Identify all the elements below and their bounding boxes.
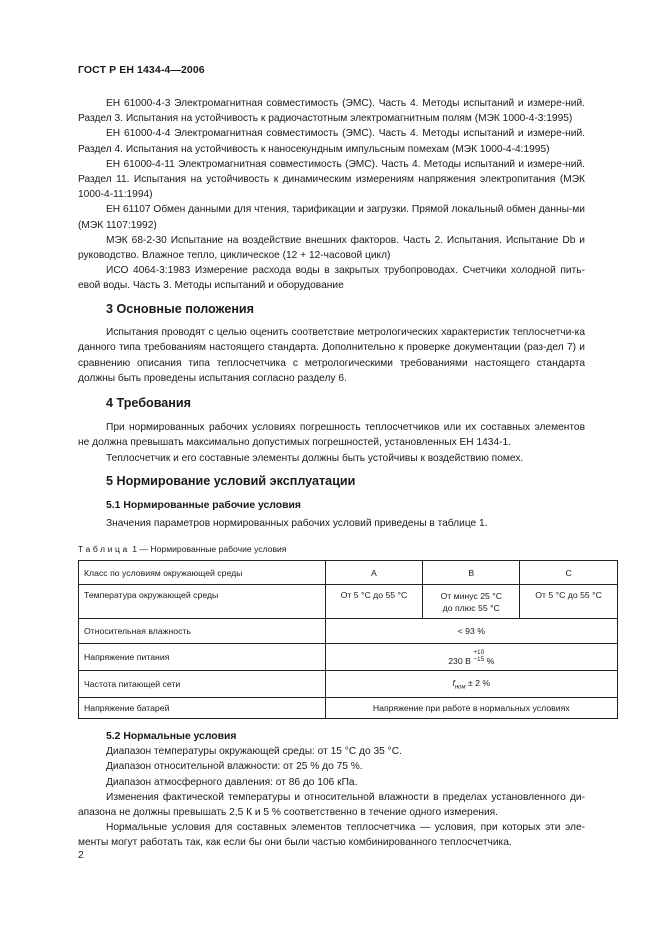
table-cell: Относительная влажность: [79, 619, 326, 644]
table-cell: Температура окружающей среды: [79, 585, 326, 619]
normal-condition-line: Диапазон атмосферного давления: от 86 до 106 кПа.: [106, 776, 358, 788]
table-header-cell: С: [520, 561, 618, 585]
table-cell: [423, 585, 520, 619]
normal-condition-line: Диапазон относительной влажности: от 25 % до 75 %.: [106, 761, 363, 773]
table-cell: Напряжение при работе в нормальных условиях: [325, 698, 617, 719]
section-5-1-heading: 5.1 Нормированные рабочие условия: [106, 500, 301, 511]
frequency-tolerance: ± 2 %: [468, 677, 491, 688]
reference-item: ЕН 61000-4-11 Электромагнитная совместимость (ЭМС). Часть 4. Методы испытаний и измере-ний. Раздел 11. Испытания на устойчивость к динамическим измерениям напряжения электропитания (МЭК 1000-4-11:1994): [78, 158, 585, 201]
section-5-2: [78, 729, 585, 851]
table-cell-line: От минус 25 °С: [440, 591, 503, 601]
table-caption-word: Таблица: [78, 544, 130, 554]
section-5-2-heading: 5.2 Нормальные условия: [106, 731, 237, 742]
page-number: 2: [78, 850, 84, 861]
reference-item: МЭК 68-2-30 Испытание на воздействие внешних факторов. Часть 2. Испытания. Испытание Db и руководство. Влажное тепло, циклическое (12 + 12-часовой цикл): [78, 234, 585, 262]
table-header-cell: А: [325, 561, 423, 585]
table-cell: [325, 671, 617, 698]
table-header-cell: В: [423, 561, 520, 585]
frequency-symbol: $f_{ном}$: [452, 677, 466, 691]
section-4-heading: 4 Требования: [106, 396, 191, 410]
table-header-row: [79, 561, 618, 585]
voltage-base: 230 В: [448, 655, 471, 666]
voltage-tolerance: [473, 649, 484, 663]
normal-condition-line: Диапазон температуры окружающей среды: от 15 °С до 35 °С.: [106, 746, 402, 758]
section-3-heading: 3 Основные положения: [106, 302, 255, 316]
table-cell: От 5 °С до 55 °С: [520, 585, 618, 619]
section-3-paragraph: Испытания проводят с целью оценить соответствие метрологических характеристик теплосчетчи-ка данного типа требованиям настоящего стандарта. Дополнительно к проверке документации (раз-дел 7) и сравнению описания типа теплосчетчика с метрологическими требованиями настоящего стандарта должны быть проведены испытания согласно разделу 6.: [78, 327, 585, 384]
section-5-2-paragraph: Нормальные условия для составных элементов теплосчетчика — условия, при которых эти эле-менты могут работать так, как если бы они были частью комбинированного теплосчетчика.: [78, 822, 585, 849]
document-header: ГОСТ Р ЕН 1434-4—2006: [78, 64, 205, 76]
table-cell: От 5 °С до 55 °С: [325, 585, 423, 619]
table-row: [79, 585, 618, 619]
table-row: [79, 644, 618, 671]
table-cell-line: до плюс 55 °С: [442, 603, 500, 613]
table-row: [79, 671, 618, 698]
table-header-cell: Класс по условиям окружающей среды: [79, 561, 326, 585]
voltage-minus: −15: [473, 655, 485, 663]
table-cell: [325, 644, 617, 671]
operating-conditions-table: [78, 560, 618, 719]
voltage-unit: %: [486, 655, 495, 666]
section-4-body: [78, 420, 585, 466]
voltage-plus: +10: [473, 648, 485, 656]
reference-item: ИСО 4064-3:1983 Измерение расхода воды в закрытых трубопроводах. Счетчики холодной пить-евой воды. Часть 3. Методы испытаний и оборудование: [78, 265, 585, 292]
section-5-1-body: [78, 516, 585, 531]
reference-item: ЕН 61000-4-3 Электромагнитная совместимость (ЭМС). Часть 4. Методы испытаний и измере-ний. Раздел 3. Испытания на устойчивость к радиочастотным электромагнитным полям (МЭК 1000-4-3:1995): [78, 98, 585, 125]
table-caption: [78, 544, 287, 554]
table-caption-title: 1 — Нормированные рабочие условия: [132, 544, 287, 554]
table-row: [79, 619, 618, 644]
table-cell: Частота питающей сети: [79, 671, 326, 698]
section-5-2-paragraph: Изменения фактической температуры и относительной влажности в пределах установленного ди-апазона не должны превышать 2,5 К и 5 % соответственно в течение одного измерения.: [78, 791, 585, 819]
table-cell: Напряжение питания: [79, 644, 326, 671]
section-5-1-paragraph: Значения параметров нормированных рабочих условий приведены в таблице 1.: [106, 518, 488, 529]
section-3-body: [78, 325, 585, 386]
section-4-paragraph: При нормированных рабочих условиях погрешность теплосчетчиков или их составных элементов не должна превышать максимально допустимых погрешностей, установленных ЕН 1434-1.: [78, 422, 585, 449]
section-4-paragraph: Теплосчетчик и его составные элементы должны быть устойчивы к воздействию помех.: [106, 452, 524, 464]
table-cell: Напряжение батарей: [79, 698, 326, 719]
reference-item: ЕН 61107 Обмен данными для чтения, тарификации и загрузки. Прямой локальный обмен данны-ми (МЭК 1107:1992): [78, 204, 585, 231]
table-cell: < 93 %: [325, 619, 617, 644]
normative-references: [78, 96, 585, 294]
table-row: [79, 698, 618, 719]
reference-item: ЕН 61000-4-4 Электромагнитная совместимость (ЭМС). Часть 4. Методы испытаний и измере-ний. Раздел 4. Испытания на устойчивость к наносекундным импульсным помехам (МЭК 1000-4-4:1995): [78, 128, 585, 155]
section-5-heading: 5 Нормирование условий эксплуатации: [106, 474, 356, 488]
